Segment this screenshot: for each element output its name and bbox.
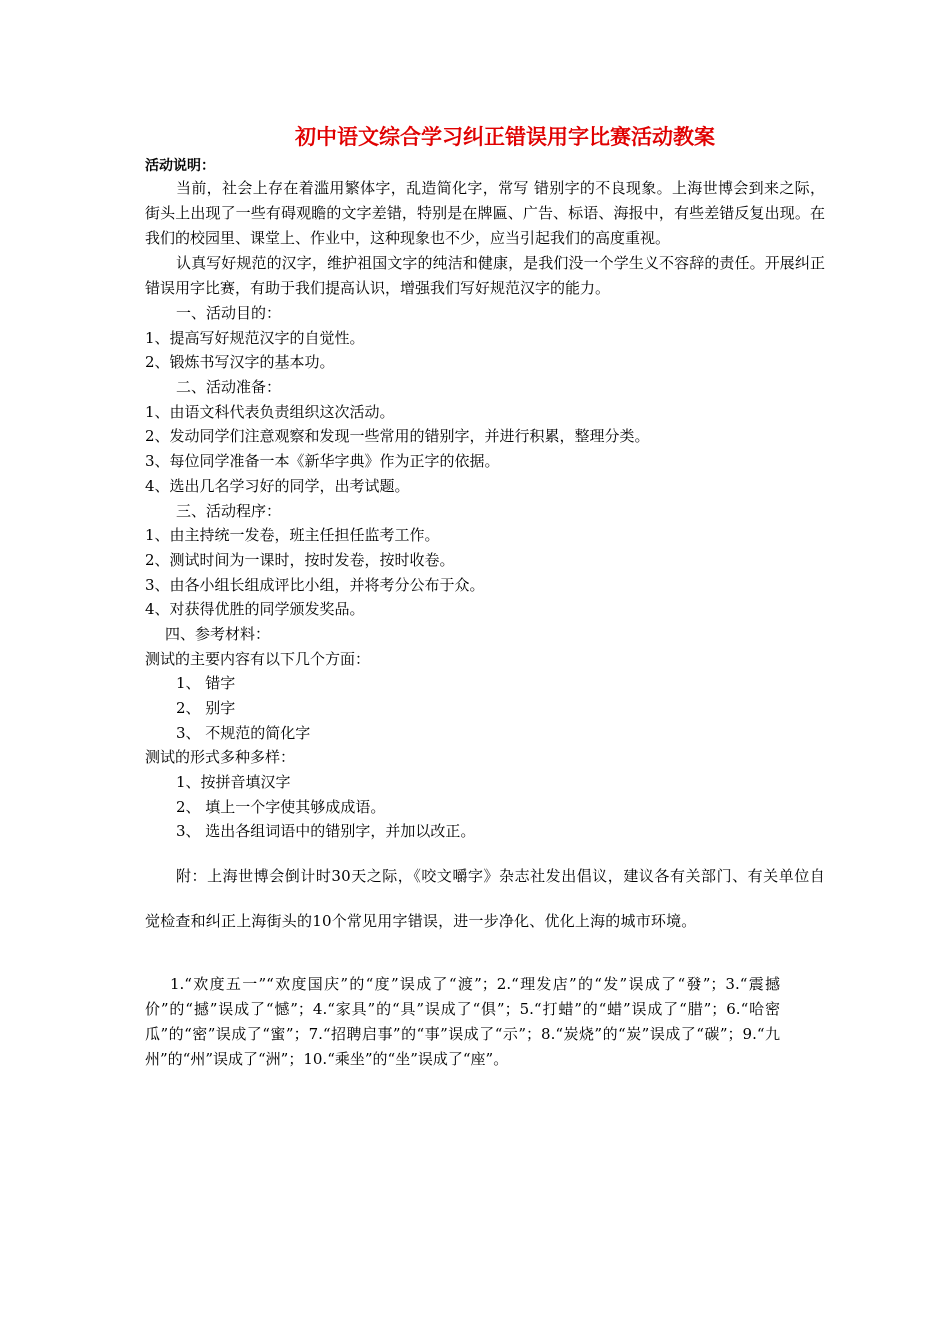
document-title: 初中语文综合学习纠正错误用字比赛活动教案 — [295, 125, 715, 149]
list-item: 1、提高写好规范汉字的自觉性。 — [145, 328, 365, 347]
section-heading-procedure: 三、活动程序： — [176, 501, 282, 520]
list-item: 2、测试时间为一课时，按时发卷，按时收卷。 — [145, 550, 455, 569]
intro-paragraph: 认真写好规范的汉字，维护祖国文字的纯洁和健康，是我们没一个学生义不容辞的责任。开展纠正错误用字比赛，有助于我们提高认识，增强我们写好规范汉字的能力。 — [145, 254, 825, 297]
activity-description-label: 活动说明： — [145, 158, 215, 174]
list-item: 2、 填上一个字使其够成成语。 — [176, 797, 386, 816]
list-item: 2、锻炼书写汉字的基本功。 — [145, 353, 335, 372]
list-item: 2、 别字 — [176, 699, 236, 717]
list-item: 1、由主持统一发卷，班主任担任监考工作。 — [145, 526, 440, 545]
section-heading-materials: 四、参考材料： — [165, 624, 271, 643]
section-heading-purpose: 一、活动目的： — [176, 304, 282, 322]
list-item: 4、对获得优胜的同学颁发奖品。 — [145, 600, 365, 619]
test-content-intro: 测试的主要内容有以下几个方面： — [145, 649, 371, 668]
list-item: 1、由语文科代表负责组织这次活动。 — [145, 402, 395, 421]
section-heading-preparation: 二、活动准备： — [176, 378, 282, 397]
list-item: 2、发动同学们注意观察和发现一些常用的错别字，并进行积累，整理分类。 — [145, 427, 650, 446]
list-item: 4、选出几名学习好的同学，出考试题。 — [145, 476, 410, 495]
list-item: 1、按拼音填汉字 — [176, 773, 291, 792]
document-page — [145, 118, 825, 1087]
common-errors-list: 1.“欢度五一”“欢度国庆”的“度”误成了“渡”；2.“理发店”的“发”误成了“發”；3.“震撼价”的“撼”误成了“憾”；4.“家具”的“具”误成了“俱”；5.“打蜡”的“蜡”误成了“腊”；6.“哈密瓜”的“密”误成了“蜜”；7.“招聘启事”的“事”误成了“示”；8.“炭烧”的“炭”误成了“碳”；9.“九州”的“州”误成了“洲”；10.“乘坐”的“坐”误成了“座”。 — [145, 975, 780, 1069]
intro-paragraph: 当前，社会上存在着滥用繁体字，乱造简化字，常写 错别字的不良现象。上海世博会到来之际，街头上出现了一些有碍观瞻的文字差错，特别是在牌匾、广告、标语、海报中，有些差错反复出现。在我们的校园里、课堂上、作业中，这种现象也不少，应当引起我们的高度重视。 — [145, 179, 825, 247]
list-item: 3、由各小组长组成评比小组，并将考分公布于众。 — [145, 575, 485, 594]
list-item: 1、 错字 — [176, 674, 236, 693]
list-item: 3、 不规范的简化字 — [176, 723, 311, 742]
list-item: 3、每位同学准备一本《新华字典》作为正字的依据。 — [145, 452, 500, 471]
test-form-intro: 测试的形式多种多样： — [145, 748, 296, 767]
list-item: 3、 选出各组词语中的错别字，并加以改正。 — [176, 822, 476, 841]
appendix-paragraph: 附：上海世博会倒计时30天之际，《咬文嚼字》杂志社发出倡议，建议各有关部门、有关单位自觉检查和纠正上海街头的10个常见用字错误，进一步净化、优化上海的城市环境。 — [145, 867, 825, 931]
